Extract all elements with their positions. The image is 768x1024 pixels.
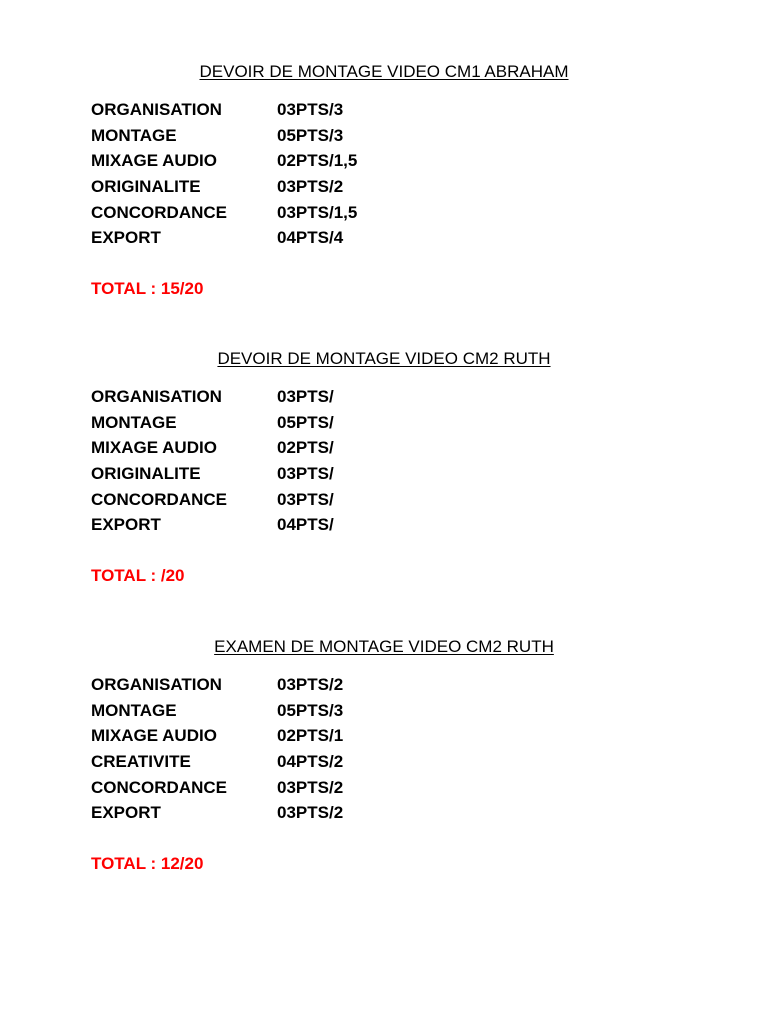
criterion-score: 03PTS/2 — [277, 674, 344, 694]
section-title: EXAMEN DE MONTAGE VIDEO CM2 RUTH — [214, 637, 554, 656]
criterion-label: EXPORT — [91, 803, 161, 823]
criteria-row — [91, 723, 343, 749]
criteria-row — [91, 800, 343, 826]
criteria-list — [91, 672, 343, 826]
criteria-row — [91, 123, 357, 149]
criteria-row — [91, 225, 357, 251]
criterion-score: 05PTS/ — [277, 412, 334, 432]
criterion-label: MIXAGE AUDIO — [91, 438, 217, 458]
criterion-score: 02PTS/ — [277, 438, 334, 458]
criteria-row — [91, 174, 357, 200]
section-title: DEVOIR DE MONTAGE VIDEO CM2 RUTH — [217, 349, 551, 368]
criterion-score: 04PTS/2 — [277, 751, 344, 771]
criteria-row — [91, 97, 357, 123]
criterion-label: CREATIVITE — [91, 751, 191, 771]
total-score: TOTAL : 15/20 — [91, 279, 204, 298]
criterion-score: 02PTS/1 — [277, 726, 344, 746]
criterion-label: MONTAGE — [91, 125, 177, 145]
criteria-list — [91, 97, 357, 251]
criterion-label: MONTAGE — [91, 700, 177, 720]
criterion-label: ORIGINALITE — [91, 463, 201, 483]
criterion-label: MIXAGE AUDIO — [91, 726, 217, 746]
criterion-label: ORGANISATION — [91, 386, 222, 406]
criteria-row — [91, 410, 334, 436]
criterion-label: ORIGINALITE — [91, 176, 201, 196]
total-score: TOTAL : 12/20 — [91, 854, 204, 873]
criterion-label: ORGANISATION — [91, 99, 222, 119]
criterion-label: EXPORT — [91, 515, 161, 535]
total-score: TOTAL : /20 — [91, 566, 185, 585]
section-title: DEVOIR DE MONTAGE VIDEO CM1 ABRAHAM — [199, 62, 569, 81]
criterion-score: 04PTS/4 — [277, 228, 344, 248]
criterion-score: 03PTS/3 — [277, 99, 344, 119]
criterion-score: 03PTS/ — [277, 386, 334, 406]
criterion-label: CONCORDANCE — [91, 489, 227, 509]
criteria-row — [91, 698, 343, 724]
criterion-score: 02PTS/1,5 — [277, 151, 358, 171]
criterion-label: EXPORT — [91, 228, 161, 248]
criterion-score: 03PTS/ — [277, 463, 334, 483]
criteria-row — [91, 775, 343, 801]
criteria-row — [91, 749, 343, 775]
criteria-row — [91, 512, 334, 538]
criteria-list — [91, 384, 334, 538]
criteria-row — [91, 672, 343, 698]
criterion-score: 03PTS/2 — [277, 803, 344, 823]
criterion-score: 03PTS/1,5 — [277, 202, 358, 222]
criterion-score: 03PTS/2 — [277, 176, 344, 196]
criterion-label: ORGANISATION — [91, 674, 222, 694]
criterion-score: 05PTS/3 — [277, 125, 344, 145]
criterion-score: 03PTS/ — [277, 489, 334, 509]
criteria-row — [91, 461, 334, 487]
criteria-row — [91, 435, 334, 461]
criterion-label: MONTAGE — [91, 412, 177, 432]
criteria-row — [91, 384, 334, 410]
criteria-row — [91, 200, 357, 226]
criterion-label: CONCORDANCE — [91, 202, 227, 222]
criterion-score: 03PTS/2 — [277, 777, 344, 797]
criterion-label: MIXAGE AUDIO — [91, 151, 217, 171]
criterion-score: 04PTS/ — [277, 515, 334, 535]
criterion-label: CONCORDANCE — [91, 777, 227, 797]
criteria-row — [91, 148, 357, 174]
criteria-row — [91, 487, 334, 513]
criterion-score: 05PTS/3 — [277, 700, 344, 720]
